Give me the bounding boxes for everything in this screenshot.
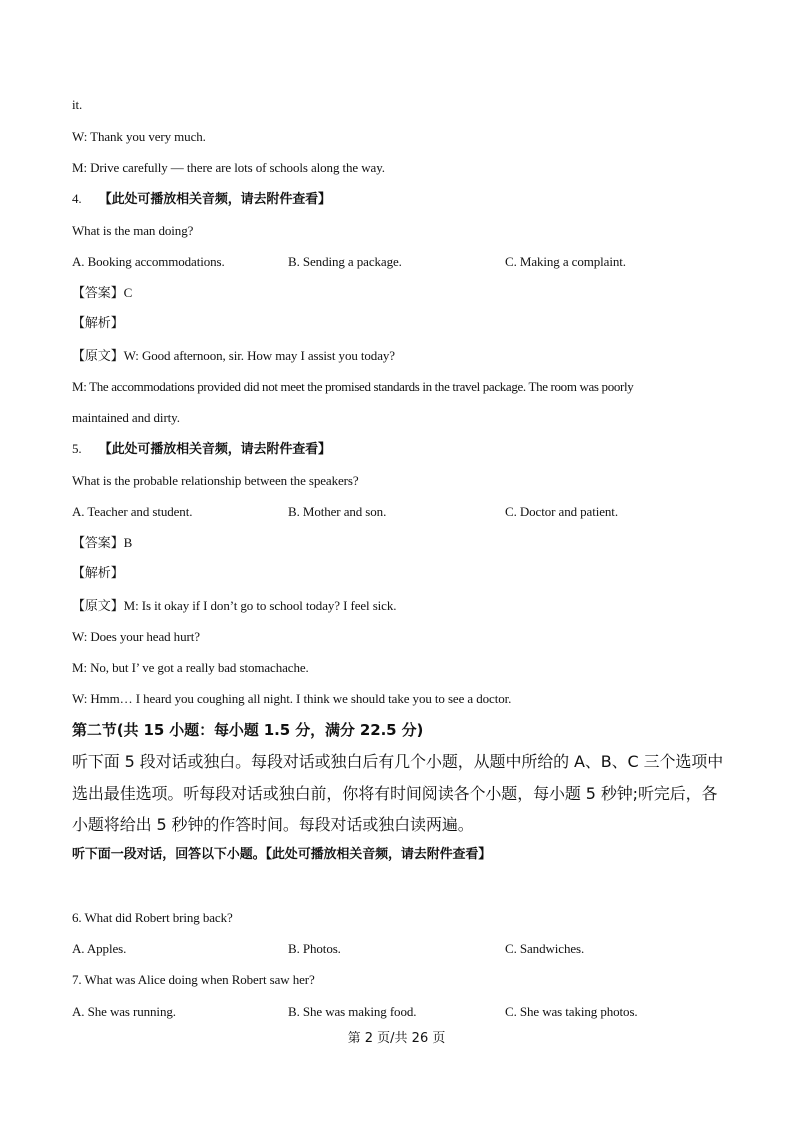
- question-6-option-b: B. Photos.: [288, 941, 341, 956]
- question-5-text: What is the probable relationship between the speakers?: [72, 473, 359, 488]
- answer-value: B: [123, 535, 133, 550]
- question-5-option-a: A. Teacher and student.: [72, 504, 193, 519]
- question-4-option-a: A. Booking accommodations.: [72, 254, 225, 269]
- transcript-tag: 【原文】: [72, 599, 124, 614]
- dialogue-line: M: Drive carefully — there are lots of schools along the way.: [72, 160, 385, 175]
- transcript-text: M: Is it okay if I don’t go to school today? I feel sick.: [123, 598, 397, 613]
- analysis-tag: 【解析】: [72, 566, 124, 581]
- question-7-option-c: C. She was taking photos.: [505, 1004, 638, 1019]
- question-5-header: [72, 441, 331, 458]
- transcript-line: W: Hmm… I heard you coughing all night. I think we should take you to see a doctor.: [72, 691, 512, 706]
- audio-placeholder: 【此处可播放相关音频，请去附件查看】: [98, 192, 331, 207]
- answer-value: C: [123, 285, 133, 300]
- question-number: 4.: [72, 191, 82, 206]
- audio-placeholder: 【此处可播放相关音频，请去附件查看】: [98, 442, 331, 457]
- answer-line: [72, 535, 132, 552]
- transcript-line: [72, 348, 395, 365]
- question-7-text: 7. What was Alice doing when Robert saw her?: [72, 972, 315, 987]
- transcript-text: W: Good afternoon, sir. How may I assist you today?: [123, 348, 395, 363]
- transcript-line: M: The accommodations provided did not meet the promised standards in the travel package. The room was poorly: [72, 379, 634, 394]
- question-4-header: [72, 191, 331, 208]
- transcript-line: maintained and dirty.: [72, 410, 180, 425]
- listen-instruction: 听下面一段对话，回答以下小题。【此处可播放相关音频，请去附件查看】: [72, 847, 492, 862]
- answer-tag: 【答案】: [72, 536, 124, 551]
- question-6-option-a: A. Apples.: [72, 941, 127, 956]
- question-6-text: 6. What did Robert bring back?: [72, 910, 233, 925]
- page-footer: 第 2 页/共 26 页: [347, 1031, 446, 1046]
- text-line: it.: [72, 97, 83, 112]
- analysis-tag: 【解析】: [72, 316, 124, 331]
- instruction-line: 听下面 5 段对话或独白。每段对话或独白后有几个小题，从题中所给的 A、B、C 三个选项中: [72, 752, 724, 771]
- transcript-tag: 【原文】: [72, 349, 124, 364]
- transcript-line: [72, 598, 396, 615]
- dialogue-line: W: Thank you very much.: [72, 129, 206, 144]
- transcript-line: M: No, but I’ ve got a really bad stomachache.: [72, 660, 309, 675]
- question-5-option-b: B. Mother and son.: [288, 504, 387, 519]
- instruction-line: 小题将给出 5 秒钟的作答时间。每段对话或独白读两遍。: [72, 815, 474, 834]
- section-heading: 第二节(共 15 小题：每小题 1.5 分，满分 22.5 分): [72, 721, 424, 739]
- question-5-option-c: C. Doctor and patient.: [505, 504, 618, 519]
- instruction-line: 选出最佳选项。听每段对话或独白前，你将有时间阅读各个小题，每小题 5 秒钟;听完后，各: [72, 784, 718, 803]
- answer-line: [72, 285, 132, 302]
- question-7-option-a: A. She was running.: [72, 1004, 176, 1019]
- question-4-option-b: B. Sending a package.: [288, 254, 402, 269]
- question-4-option-c: C. Making a complaint.: [505, 254, 626, 269]
- answer-tag: 【答案】: [72, 286, 124, 301]
- question-4-text: What is the man doing?: [72, 223, 194, 238]
- question-6-option-c: C. Sandwiches.: [505, 941, 585, 956]
- question-number: 5.: [72, 441, 82, 456]
- question-7-option-b: B. She was making food.: [288, 1004, 417, 1019]
- transcript-line: W: Does your head hurt?: [72, 629, 200, 644]
